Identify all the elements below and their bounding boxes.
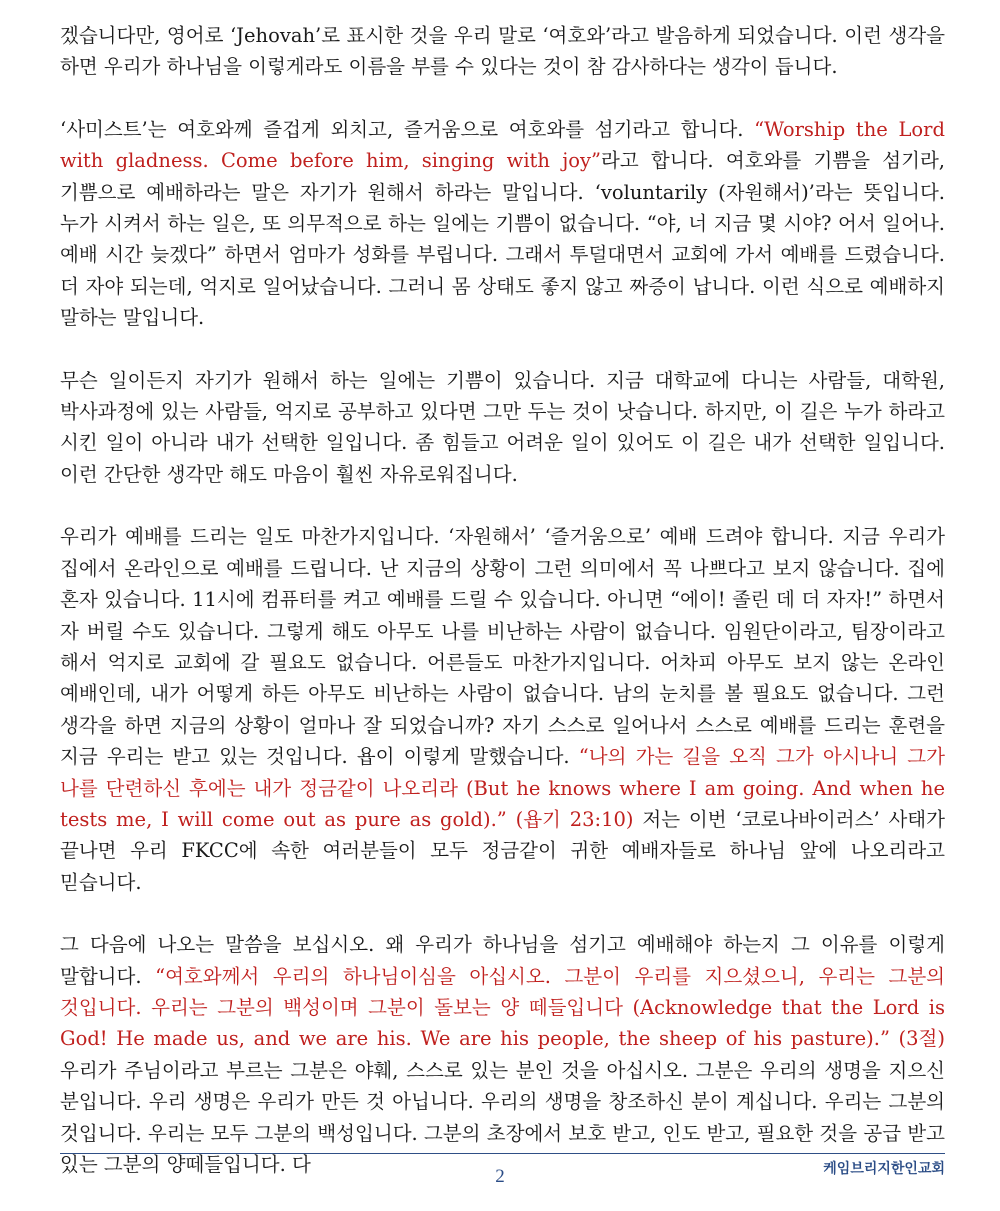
- paragraph-2-text-b: 라고 합니다. 여호와를 기쁨을 섬기라, 기쁨으로 예배하라는 말은 자기가 원해서 하라는 말입니다. ‘voluntarily (자원해서)’라는 뜻입니다. 누가 시켜서 하는 일은, 또 의무적으로 하는 일에는 기쁨이 없습니다. “야, 너 지금 몇 시야? 어서 일어나. 예배 시간 늦겠다” 하면서 엄마가 성화를 부립니다. 그래서 투덜대면서 교회에 가서 예배를 드렸습니다. 더 자야 되는데, 억지로 일어났습니다. 그러니 몸 상태도 좋지 않고 짜증이 납니다. 이런 식으로 예배하지 말하는 말입니다.: [60, 149, 945, 330]
- footer-divider: [60, 1153, 945, 1154]
- paragraph-5-quote: “여호와께서 우리의 하나님이심을 아십시오. 그분이 우리를 지으셨으니, 우리는 그분의 것입니다. 우리는 그분의 백성이며 그분이 돌보는 양 떼들입니다 (Acknowledge that the Lord is God! He made us, and we are his. We are his people, the sheep of his pasture).” (3절): [60, 964, 946, 1051]
- paragraph-5-text-a: 그 다음에 나오는 말씀을 보십시오. 왜 우리가 하나님을 섬기고 예배해야 하는지 그 이유를 이렇게 말합니다.: [60, 933, 945, 988]
- page-body: [60, 20, 945, 1211]
- paragraph-4: [60, 521, 945, 898]
- page-number: 2: [495, 1166, 505, 1187]
- paragraph-3: [60, 365, 945, 491]
- paragraph-1-text: 겠습니다만, 영어로 ‘Jehovah’로 표시한 것을 우리 말로 ‘여호와’라고 발음하게 되었습니다. 이런 생각을 하면 우리가 하나님을 이렇게라도 이름을 부를 수 있다는 것이 참 감사하다는 생각이 듭니다.: [60, 24, 945, 79]
- paragraph-3-text: 무슨 일이든지 자기가 원해서 하는 일에는 기쁨이 있습니다. 지금 대학교에 다니는 사람들, 대학원, 박사과정에 있는 사람들, 억지로 공부하고 있다면 그만 두는 것이 낫습니다. 하지만, 이 길은 누가 하라고 시킨 일이 아니라 내가 선택한 일입니다. 좀 힘들고 어려운 일이 있어도 이 길은 내가 선택한 일입니다. 이런 간단한 생각만 해도 마음이 훨씬 자유로워집니다.: [60, 368, 945, 486]
- paragraph-2-text-a: ‘사미스트’는 여호와께 즐겁게 외치고, 즐거움으로 여호와를 섬기라고 합니다.: [60, 117, 755, 141]
- paragraph-5-text-b: 우리가 주님이라고 부르는 그분은 야훼, 스스로 있는 분인 것을 아십시오. 그분은 우리의 생명을 지으신 분입니다. 우리 생명은 우리가 만든 것 아닙니다. 우리의 생명을 창조하신 분이 계십니다. 우리는 그분의 것입니다. 우리는 모두 그분의 백성입니다. 그분의 초장에서 보호 받고, 인도 받고, 필요한 것을 공급 받고 있는 그분의 양떼들입니다. 다: [60, 1058, 945, 1176]
- paragraph-4-quote: “나의 가는 길을 오직 그가 아시나니 그가 나를 단련하신 후에는 내가 정금같이 나오리라 (But he knows where I am going. And when he tests me, I will come out as pure as gold).” (욥기 23:10): [60, 745, 945, 831]
- paragraph-4-text-b: 저는 이번 ‘코로나바이러스’ 사태가 끝나면 우리 FKCC에 속한 여러분들이 모두 정금같이 귀한 예배자들로 하나님 앞에 나오리라고 믿습니다.: [60, 807, 945, 894]
- paragraph-4-text-a: 우리가 예배를 드리는 일도 마찬가지입니다. ‘자원해서’ ‘즐거움으로’ 예배 드려야 합니다. 지금 우리가 집에서 온라인으로 예배를 드립니다. 난 지금의 상황이 그런 의미에서 꼭 나쁘다고 보지 않습니다. 집에 혼자 있습니다. 11시에 컴퓨터를 켜고 예배를 드릴 수 있습니다. 아니면 “에이! 졸린 데 더 자자!” 하면서 자 버릴 수도 있습니다. 그렇게 해도 아무도 나를 비난하는 사람이 없습니다. 임원단이라고, 팀장이라고 해서 억지로 교회에 갈 필요도 없습니다. 어른들도 마찬가지입니다. 어차피 아무도 보지 않는 온라인 예배인데, 내가 어떻게 하든 아무도 비난하는 사람이 없습니다. 남의 눈치를 볼 필요도 없습니다. 그런 생각을 하면 지금의 상황이 얼마나 잘 되었습니까? 자기 스스로 일어나서 스스로 예배를 드리는 훈련을 지금 우리는 받고 있는 것입니다. 욥이 이렇게 말했습니다.: [60, 525, 945, 769]
- paragraph-2-quote: “Worship the Lord with gladness. Come before him, singing with joy”: [60, 117, 945, 173]
- paragraph-1: [60, 20, 945, 83]
- paragraph-5: [60, 929, 945, 1180]
- paragraph-2: [60, 114, 945, 334]
- church-name: 케임브리지한인교회: [823, 1161, 945, 1177]
